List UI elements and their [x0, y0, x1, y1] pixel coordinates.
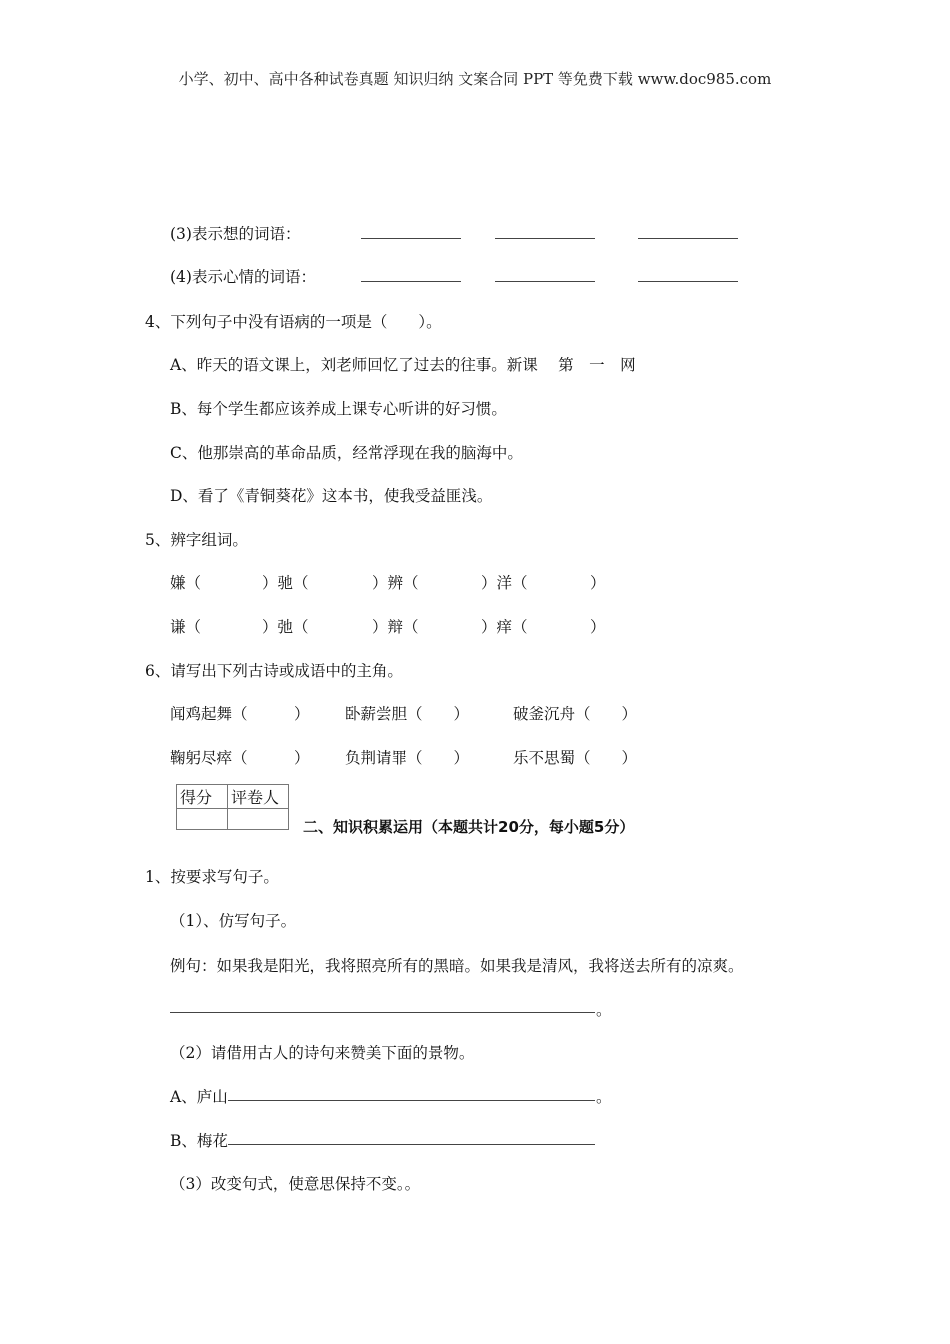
- score-header: 得分: [177, 785, 228, 809]
- char-cell: ）洋（: [481, 574, 528, 592]
- grader-cell[interactable]: [228, 809, 289, 830]
- idiom-item: 负荆请罪（ ）: [345, 749, 470, 767]
- grader-header: 评卷人: [228, 785, 289, 809]
- idiom-item: 鞠躬尽瘁（ ）: [170, 749, 310, 767]
- idiom-item: 卧薪尝胆（ ）: [345, 705, 470, 723]
- char-cell: ）弛（: [262, 618, 309, 636]
- char-cell: ）辨（: [372, 574, 419, 592]
- char-cell: 嫌（: [170, 574, 202, 592]
- period: 。: [596, 1001, 612, 1019]
- idiom-item: 闻鸡起舞（ ）: [170, 705, 310, 723]
- question-5-title: 5、辨字组词。: [145, 531, 248, 549]
- page-header: 小学、初中、高中各种试卷真题 知识归纳 文案合同 PPT 等免费下载 www.doc985.com: [178, 70, 772, 88]
- idiom-item: 破釜沉舟（ ）: [513, 705, 638, 723]
- blank-line[interactable]: [638, 238, 738, 239]
- section-2-title: 二、知识积累运用（本题共计20分，每小题5分）: [303, 818, 635, 836]
- answer-line[interactable]: [170, 1012, 595, 1013]
- char-cell: 谦（: [170, 618, 202, 636]
- char-cell: ）: [590, 618, 606, 636]
- sub-question-2: （2）请借用古人的诗句来赞美下面的景物。: [170, 1044, 475, 1062]
- blank-line[interactable]: [361, 238, 461, 239]
- option-a: A、昨天的语文课上，刘老师回忆了过去的往事。新课 第 一 网: [170, 356, 636, 374]
- item-4-label: (4)表示心情的词语：: [170, 268, 316, 286]
- option-c: C、他那崇高的革命品质，经常浮现在我的脑海中。: [170, 444, 523, 462]
- option-d: D、看了《青铜葵花》这本书，使我受益匪浅。: [170, 487, 493, 505]
- char-cell: ）痒（: [481, 618, 528, 636]
- period: 。: [596, 1088, 612, 1106]
- answer-line[interactable]: [228, 1100, 595, 1101]
- sub-question-3: （3）改变句式，使意思保持不变。。: [170, 1175, 421, 1193]
- char-cell: ）辩（: [372, 618, 419, 636]
- blank-line[interactable]: [495, 238, 595, 239]
- char-cell: ）: [590, 574, 606, 592]
- section-2-question-1: 1、按要求写句子。: [145, 868, 279, 886]
- char-cell: ）驰（: [262, 574, 309, 592]
- blank-line[interactable]: [361, 281, 461, 282]
- idiom-item: 乐不思蜀（ ）: [513, 749, 638, 767]
- score-cell[interactable]: [177, 809, 228, 830]
- question-6-title: 6、请写出下列古诗或成语中的主角。: [145, 662, 403, 680]
- blank-line[interactable]: [638, 281, 738, 282]
- option-b: B、每个学生都应该养成上课专心听讲的好习惯。: [170, 400, 507, 418]
- sub-question-1: （1）、仿写句子。: [170, 912, 297, 930]
- answer-line[interactable]: [228, 1144, 595, 1145]
- example-sentence: 例句：如果我是阳光，我将照亮所有的黑暗。如果我是清风，我将送去所有的凉爽。: [170, 957, 744, 975]
- blank-line[interactable]: [495, 281, 595, 282]
- score-table: [176, 784, 289, 830]
- item-3-label: (3)表示想的词语：: [170, 225, 301, 243]
- item-b-meihua: B、梅花: [170, 1132, 228, 1150]
- question-4-title: 4、下列句子中没有语病的一项是（ ）。: [145, 313, 442, 331]
- item-a-lushan: A、庐山: [170, 1088, 228, 1106]
